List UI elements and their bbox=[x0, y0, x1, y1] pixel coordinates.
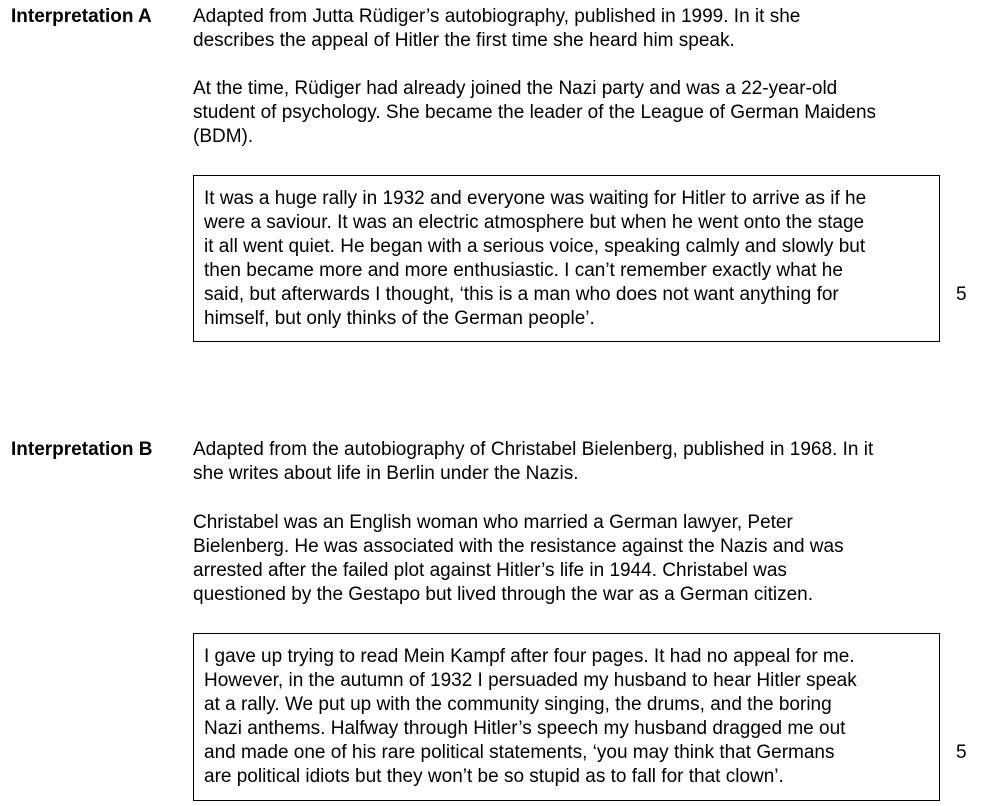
quote-line: However, in the autumn of 1932 I persuaded my husband to hear Hitler speak bbox=[204, 670, 857, 691]
interpretation-b-intro bbox=[193, 438, 953, 486]
context-line: At the time, Rüdiger had already joined the Nazi party and was a 22-year-old bbox=[193, 78, 838, 99]
quote-line: are political idiots but they won’t be so stupid as to fall for that clown’. bbox=[204, 766, 784, 787]
quote-line: himself, but only thinks of the German people’. bbox=[204, 308, 595, 329]
quote-line: and made one of his rare political statements, ‘you may think that Germans bbox=[204, 742, 835, 763]
quote-line: I gave up trying to read Mein Kampf after four pages. It had no appeal for me. bbox=[204, 646, 855, 667]
interpretation-b-context bbox=[193, 511, 953, 607]
quote-line: at a rally. We put up with the community singing, the drums, and the boring bbox=[204, 694, 832, 715]
context-line: questioned by the Gestapo but lived through the war as a German citizen. bbox=[193, 584, 813, 605]
intro-line: she writes about life in Berlin under the Nazis. bbox=[193, 463, 579, 484]
intro-line: Adapted from the autobiography of Christabel Bielenberg, published in 1968. In it bbox=[193, 439, 874, 460]
interpretation-a-quote-box bbox=[193, 175, 940, 342]
interpretation-b-quote-box bbox=[193, 633, 940, 801]
quote-line: it all went quiet. He began with a serious voice, speaking calmly and slowly but bbox=[204, 236, 866, 257]
quote-line: said, but afterwards I thought, ‘this is a man who does not want anything for bbox=[204, 284, 839, 305]
context-line: Bielenberg. He was associated with the resistance against the Nazis and was bbox=[193, 536, 844, 557]
context-line: student of psychology. She became the leader of the League of German Maidens bbox=[193, 102, 877, 123]
quote-line: then became more and more enthusiastic. I can’t remember exactly what he bbox=[204, 260, 843, 281]
interpretation-b-label: Interpretation B bbox=[11, 439, 153, 460]
quote-line: Nazi anthems. Halfway through Hitler’s speech my husband dragged me out bbox=[204, 718, 846, 739]
interpretation-a-context bbox=[193, 77, 953, 149]
quote-line: were a saviour. It was an electric atmosphere but when he went onto the stage bbox=[204, 212, 865, 233]
interpretation-a-label: Interpretation A bbox=[11, 6, 152, 27]
interpretation-a-intro bbox=[193, 5, 953, 53]
context-line: arrested after the failed plot against Hitler’s life in 1944. Christabel was bbox=[193, 560, 787, 581]
interpretation-b-line-number: 5 bbox=[956, 742, 967, 763]
intro-line: Adapted from Jutta Rüdiger’s autobiography, published in 1999. In it she bbox=[193, 6, 801, 27]
context-line: Christabel was an English woman who married a German lawyer, Peter bbox=[193, 512, 793, 533]
interpretation-a-line-number: 5 bbox=[956, 284, 967, 305]
quote-line: It was a huge rally in 1932 and everyone was waiting for Hitler to arrive as if he bbox=[204, 188, 867, 209]
intro-line: describes the appeal of Hitler the first time she heard him speak. bbox=[193, 30, 735, 51]
context-line: (BDM). bbox=[193, 126, 254, 147]
